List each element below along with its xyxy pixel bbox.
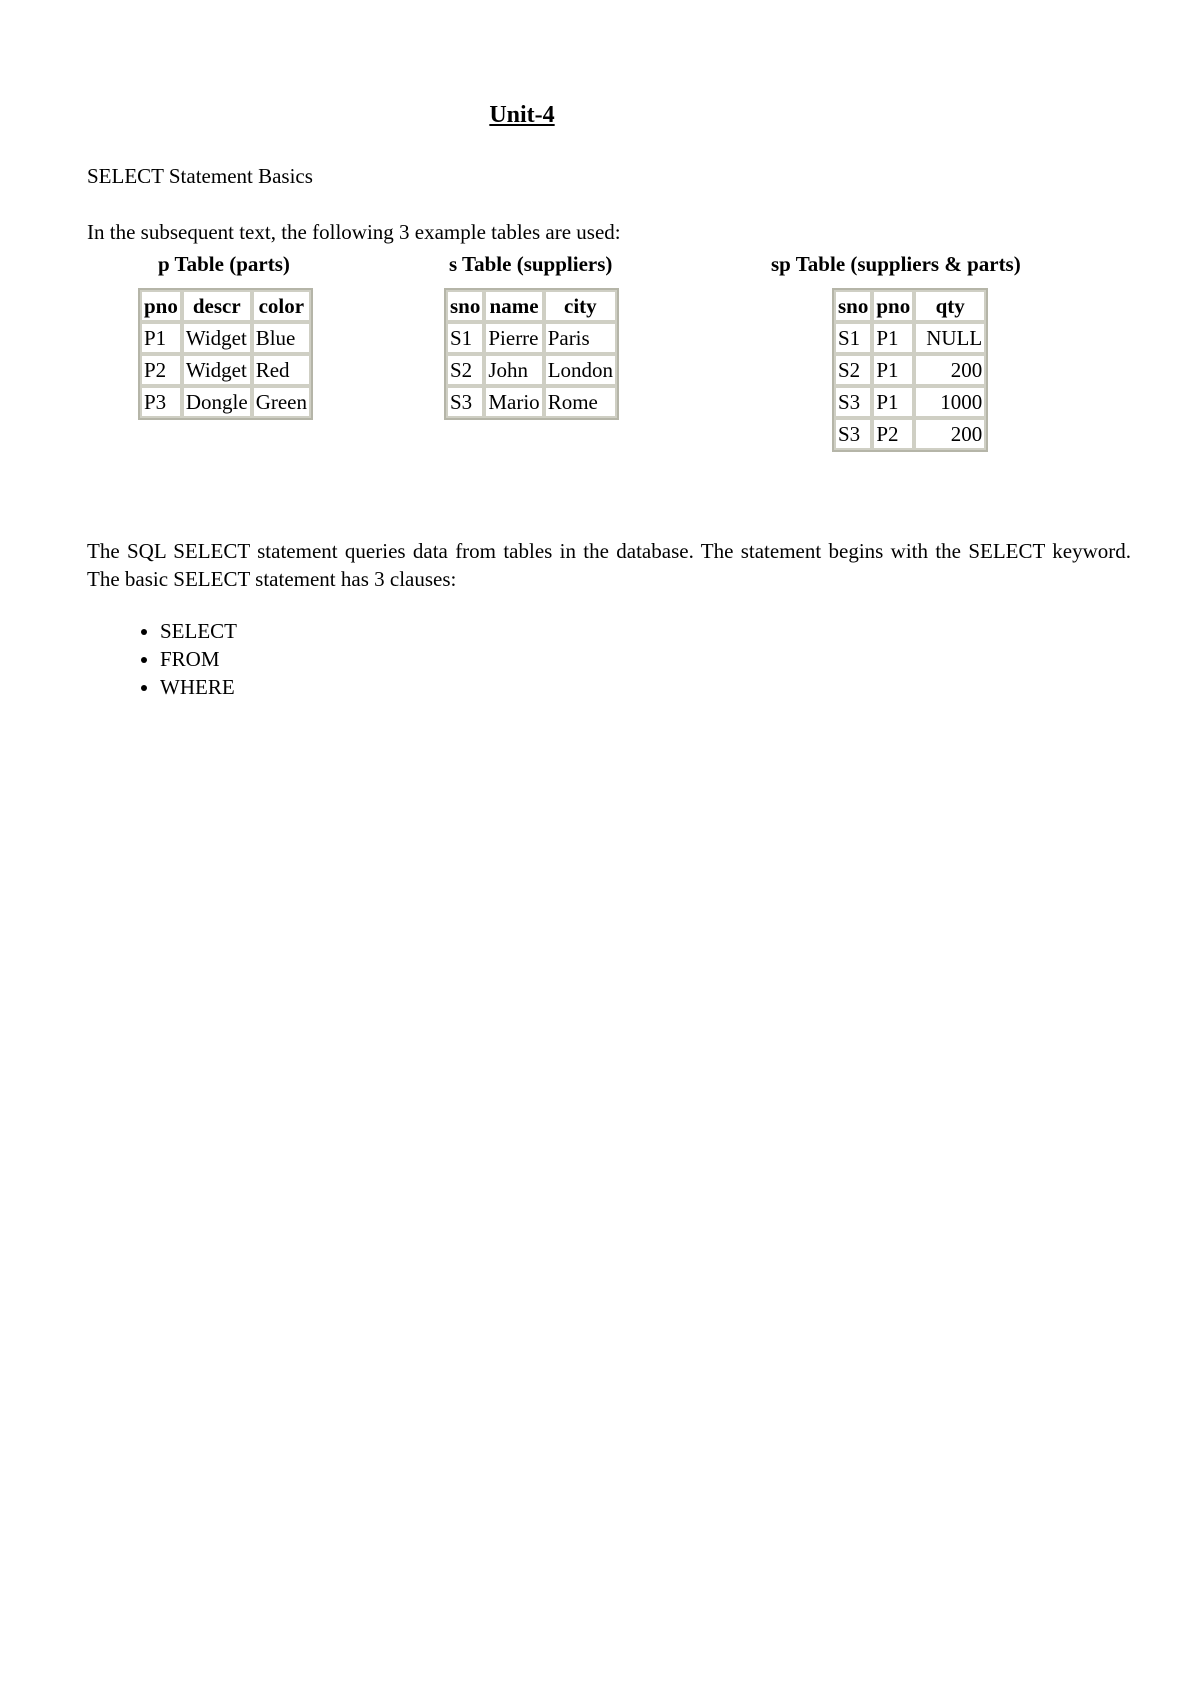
table-cell: P1: [872, 386, 914, 418]
table-row: [834, 418, 986, 450]
table-row: [140, 386, 311, 418]
column-header: sno: [834, 290, 872, 322]
table-cell: S3: [834, 386, 872, 418]
table-cell: P1: [872, 354, 914, 386]
table-cell: S1: [446, 322, 484, 354]
intro-text: In the subsequent text, the following 3 example tables are used:: [87, 220, 621, 244]
sp-table: [832, 288, 988, 452]
table-row: [834, 386, 986, 418]
list-item: • WHERE: [160, 673, 237, 701]
column-header: pno: [872, 290, 914, 322]
table-cell: Pierre: [484, 322, 543, 354]
table-cell: P1: [872, 322, 914, 354]
table-cell: Rome: [544, 386, 617, 418]
table-row: [446, 386, 617, 418]
table-cell: P3: [140, 386, 182, 418]
column-header: pno: [140, 290, 182, 322]
table-row: [834, 354, 986, 386]
table-row: [140, 354, 311, 386]
table-row: [834, 322, 986, 354]
table-cell: Widget: [182, 322, 252, 354]
table-cell: 200: [914, 418, 986, 450]
sp-table-caption: sp Table (suppliers & parts): [771, 252, 1021, 276]
list-item: • SELECT: [160, 617, 237, 645]
table-cell: Dongle: [182, 386, 252, 418]
column-header: name: [484, 290, 543, 322]
table-header-row: [140, 290, 311, 322]
table-cell: S3: [834, 418, 872, 450]
table-cell: 1000: [914, 386, 986, 418]
column-header: sno: [446, 290, 484, 322]
section-subtitle: SELECT Statement Basics: [87, 164, 313, 188]
table-row: [140, 322, 311, 354]
table-cell: S2: [834, 354, 872, 386]
table-cell: S2: [446, 354, 484, 386]
table-cell: Paris: [544, 322, 617, 354]
table-cell: Green: [252, 386, 311, 418]
p-table-caption: p Table (parts): [158, 252, 290, 276]
table-cell: P2: [140, 354, 182, 386]
table-cell: London: [544, 354, 617, 386]
table-cell: John: [484, 354, 543, 386]
table-cell: P1: [140, 322, 182, 354]
table-cell: 200: [914, 354, 986, 386]
column-header: city: [544, 290, 617, 322]
table-cell: Blue: [252, 322, 311, 354]
table-cell: NULL: [914, 322, 986, 354]
column-header: color: [252, 290, 311, 322]
table-cell: Red: [252, 354, 311, 386]
table-header-row: [446, 290, 617, 322]
table-cell: Mario: [484, 386, 543, 418]
p-table: [138, 288, 313, 420]
s-table: [444, 288, 619, 420]
table-cell: S1: [834, 322, 872, 354]
table-cell: P2: [872, 418, 914, 450]
clause-list: [87, 617, 237, 701]
column-header: qty: [914, 290, 986, 322]
page-title: Unit-4: [489, 102, 555, 128]
table-cell: Widget: [182, 354, 252, 386]
table-row: [446, 354, 617, 386]
s-table-caption: s Table (suppliers): [449, 252, 613, 276]
list-item: • FROM: [160, 645, 237, 673]
table-row: [446, 322, 617, 354]
column-header: descr: [182, 290, 252, 322]
body-paragraph: The SQL SELECT statement queries data from tables in the database. The statement begins with the SELECT keyword. The basic SELECT statement has 3 clauses:: [87, 539, 1131, 591]
table-cell: S3: [446, 386, 484, 418]
table-header-row: [834, 290, 986, 322]
